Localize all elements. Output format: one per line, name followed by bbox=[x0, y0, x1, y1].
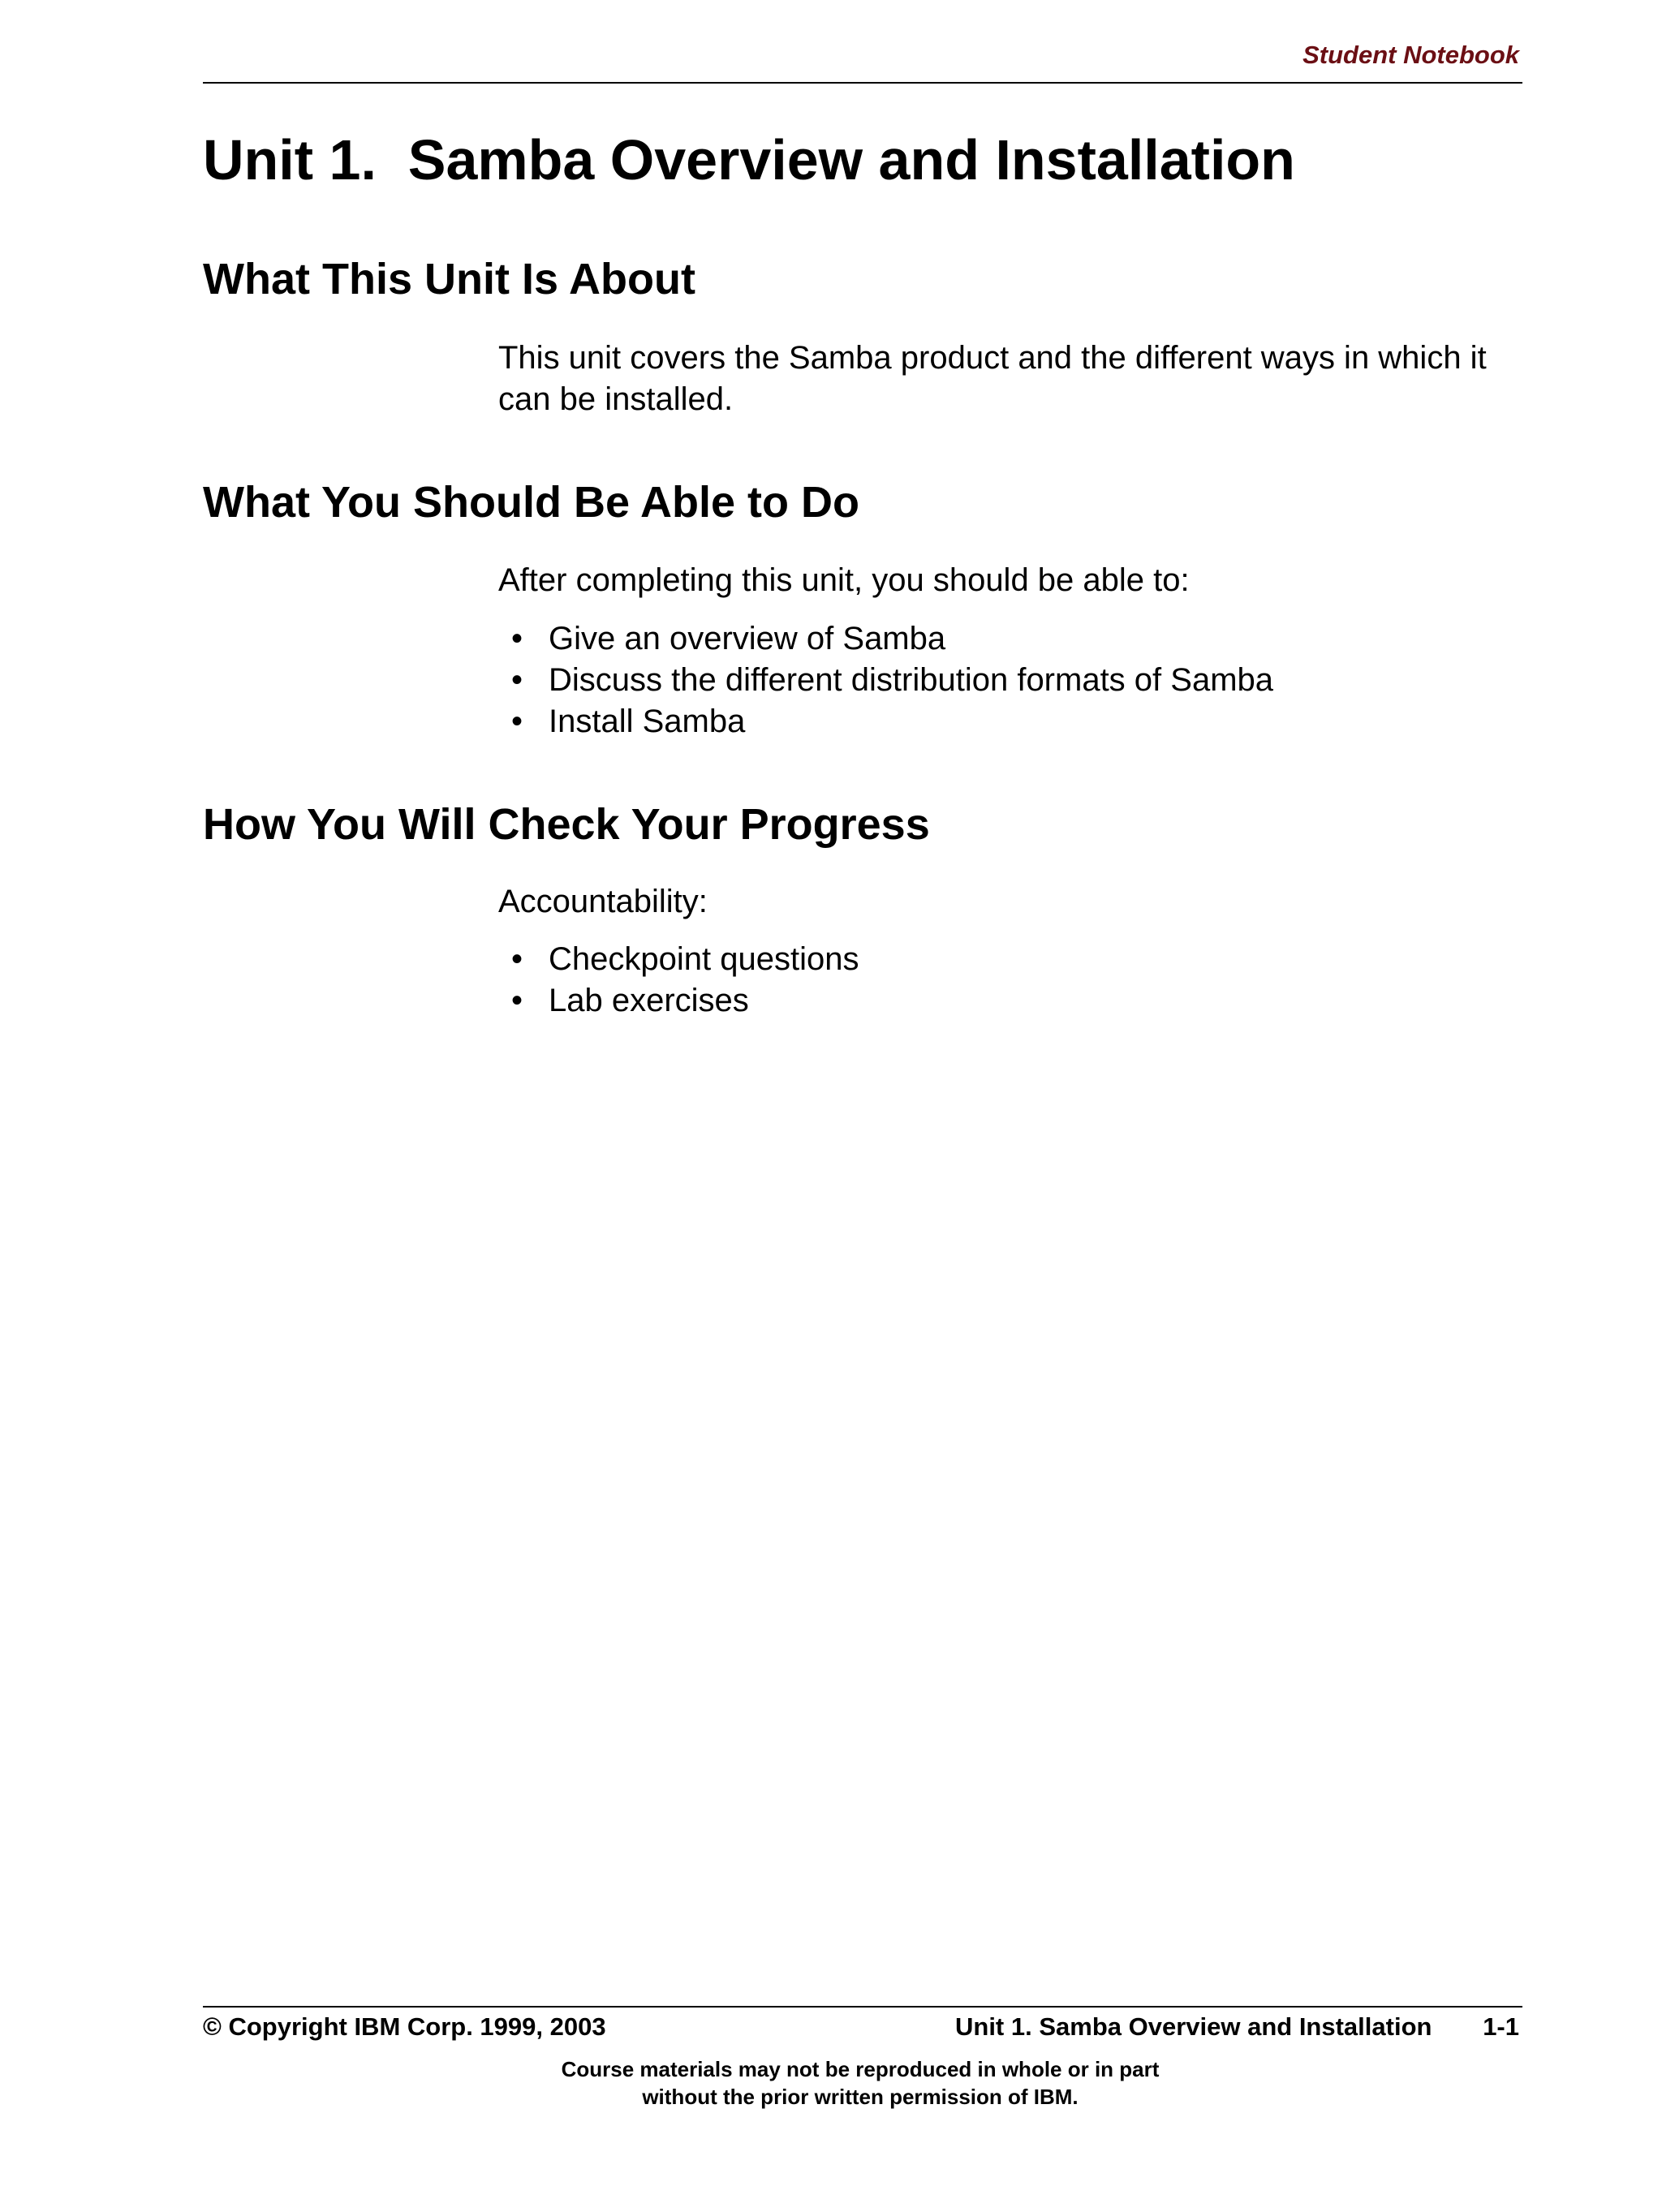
list-item bbox=[511, 660, 1273, 701]
footer-copyright: © Copyright IBM Corp. 1999, 2003 bbox=[203, 2012, 606, 2041]
bullet-icon: • bbox=[511, 662, 523, 698]
section-body-objectives: After completing this unit, you should be able to: bbox=[498, 562, 1190, 598]
unit-title: Unit 1. Samba Overview and Installation bbox=[203, 128, 1295, 192]
list-item-text: Install Samba bbox=[549, 704, 746, 739]
list-item-text: Discuss the different distribution formats of Samba bbox=[549, 662, 1274, 698]
footer-notice-line-1: Course materials may not be reproduced in whole or in part bbox=[561, 2057, 1160, 2081]
list-item bbox=[511, 980, 859, 1022]
bullet-icon: • bbox=[511, 704, 523, 739]
section-heading-progress: How You Will Check Your Progress bbox=[203, 800, 930, 849]
bullet-icon: • bbox=[511, 621, 523, 656]
footer-notice-line-2: without the prior written permission of IBM. bbox=[642, 2085, 1079, 2109]
list-item-text: Give an overview of Samba bbox=[549, 621, 946, 656]
list-item bbox=[511, 939, 859, 980]
bullet-icon: • bbox=[511, 941, 523, 977]
objectives-list bbox=[511, 618, 1273, 742]
section-body-progress: Accountability: bbox=[498, 884, 708, 919]
section-body-about: This unit covers the Samba product and the different ways in which it can be installed. bbox=[498, 340, 1487, 417]
section-heading-objectives: What You Should Be Able to Do bbox=[203, 478, 859, 527]
running-head: Student Notebook bbox=[1302, 41, 1519, 69]
footer-rule bbox=[203, 2006, 1522, 2008]
list-item-text: Checkpoint questions bbox=[549, 941, 859, 977]
page-number: 1-1 bbox=[1483, 2012, 1519, 2041]
footer-unit-reference: Unit 1. Samba Overview and Installation bbox=[955, 2012, 1432, 2041]
bullet-icon: • bbox=[511, 983, 523, 1018]
list-item bbox=[511, 701, 1273, 742]
progress-list bbox=[511, 939, 859, 1022]
header-rule bbox=[203, 82, 1522, 84]
list-item bbox=[511, 618, 1273, 660]
list-item-text: Lab exercises bbox=[549, 983, 749, 1018]
section-heading-about: What This Unit Is About bbox=[203, 255, 695, 303]
